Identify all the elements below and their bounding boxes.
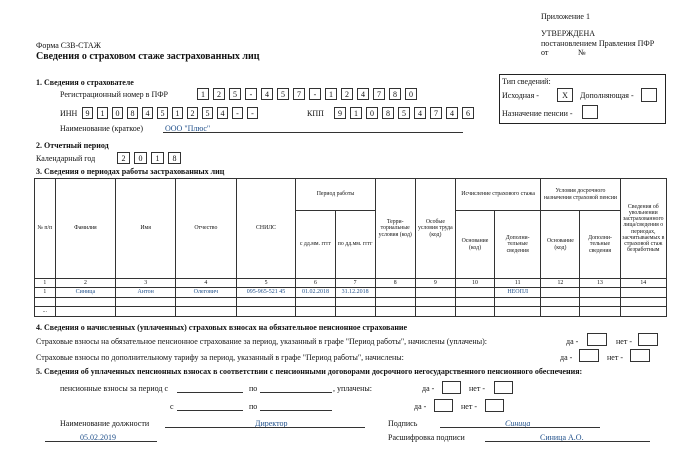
kpp-cell[interactable]: 9 bbox=[334, 107, 346, 119]
inn-cell[interactable]: - bbox=[247, 107, 258, 119]
header-work-period: Период работы bbox=[296, 179, 375, 211]
reg-number-cell[interactable]: 7 bbox=[293, 88, 305, 100]
section4-title: 4. Сведения о начисленных (уплаченных) страховых взносах на обязательное пенсионное страхование bbox=[36, 323, 408, 332]
cell-num: 1 bbox=[35, 288, 56, 298]
signature-value[interactable]: Синица bbox=[505, 419, 531, 428]
header-snils: СНИЛС bbox=[236, 179, 296, 279]
kpp-cell[interactable]: 1 bbox=[350, 107, 362, 119]
inn-cell[interactable]: 9 bbox=[82, 107, 93, 119]
kpp-cell[interactable]: 8 bbox=[382, 107, 394, 119]
decode-underline bbox=[485, 441, 650, 442]
name-label: Наименование (краткое) bbox=[60, 124, 144, 133]
inn-cell[interactable]: 4 bbox=[142, 107, 153, 119]
s4-line2-yes-label: да - bbox=[560, 353, 573, 362]
header-calc-extra: Дополни-тельные сведения bbox=[495, 211, 541, 279]
position-value[interactable]: Директор bbox=[255, 419, 288, 428]
page-title: Сведения о страховом стаже застрахованных лиц bbox=[36, 51, 260, 62]
cell-calc-extra[interactable]: НЕОПЛ bbox=[495, 288, 541, 298]
s5-row2-no-label: нет - bbox=[461, 402, 477, 411]
work-periods-table bbox=[34, 178, 667, 317]
reg-number-cell[interactable]: 2 bbox=[213, 88, 225, 100]
reg-number-cell[interactable]: 1 bbox=[325, 88, 337, 100]
info-additional-checkbox[interactable] bbox=[641, 88, 657, 102]
column-number: 11 bbox=[495, 279, 541, 288]
ellipsis-cell: ... bbox=[35, 307, 56, 317]
kpp-cell[interactable]: 7 bbox=[430, 107, 442, 119]
cell-surname[interactable]: Синица bbox=[55, 288, 116, 298]
reg-number-cell[interactable]: 0 bbox=[405, 88, 417, 100]
cell-name[interactable]: Антон bbox=[116, 288, 176, 298]
reg-number-cell[interactable]: 5 bbox=[229, 88, 241, 100]
reg-number-cell[interactable]: 1 bbox=[197, 88, 209, 100]
column-number: 5 bbox=[236, 279, 296, 288]
reg-number-cell[interactable]: 7 bbox=[373, 88, 385, 100]
decode-value[interactable]: Синица А.О. bbox=[540, 433, 584, 442]
s5-row1-no-box[interactable] bbox=[494, 381, 513, 394]
reg-number-cell[interactable]: - bbox=[309, 88, 321, 100]
info-type-title: Тип сведений: bbox=[502, 77, 551, 86]
date-underline bbox=[45, 441, 157, 442]
header-early-basis: Основание (код) bbox=[541, 211, 580, 279]
kpp-cell[interactable]: 0 bbox=[366, 107, 378, 119]
s5-row1-no-label: нет - bbox=[469, 384, 485, 393]
kpp-label: КПП bbox=[307, 109, 324, 118]
signature-underline bbox=[440, 427, 600, 428]
approved-by-label: постановлением Правления ПФР bbox=[541, 39, 655, 48]
inn-cell[interactable]: 1 bbox=[97, 107, 108, 119]
reg-number-cell[interactable]: 2 bbox=[341, 88, 353, 100]
inn-cell[interactable]: 4 bbox=[217, 107, 228, 119]
date-value[interactable]: 05.02.2019 bbox=[80, 433, 116, 442]
table-row[interactable] bbox=[35, 288, 667, 298]
inn-cell[interactable]: 8 bbox=[127, 107, 138, 119]
signature-label: Подпись bbox=[388, 419, 418, 428]
reg-number-label: Регистрационный номер в ПФР bbox=[60, 90, 168, 99]
kpp-cell[interactable]: 4 bbox=[446, 107, 458, 119]
info-additional-label: Дополняющая - bbox=[580, 91, 634, 100]
s5-row2-from-field[interactable] bbox=[177, 410, 243, 411]
section4-line2: Страховые взносы по дополнительному тарифу за период, указанный в графе "Период работы", начислены: bbox=[36, 353, 404, 362]
table-row-empty[interactable] bbox=[35, 298, 667, 307]
s5-from-field[interactable] bbox=[177, 392, 243, 393]
cell-to[interactable]: 31.12.2018 bbox=[335, 288, 375, 298]
inn-label: ИНН bbox=[60, 109, 78, 118]
s4-line2-no-box[interactable] bbox=[630, 349, 650, 362]
section4-line1: Страховые взносы на обязательное пенсионное страхование за период, указанный в графе "Период работы", начислены (уплачены): bbox=[36, 337, 487, 346]
s4-line1-yes-label: да - bbox=[566, 337, 579, 346]
column-number: 6 bbox=[296, 279, 335, 288]
s5-row2-to-label: по bbox=[249, 402, 258, 411]
year-cell[interactable]: 8 bbox=[168, 152, 181, 164]
s5-row2-no-box[interactable] bbox=[485, 399, 504, 412]
s5-period-label: пенсионные взносы за период с bbox=[60, 384, 168, 393]
header-from: с дд.мм. гггг bbox=[296, 211, 335, 279]
column-number: 3 bbox=[116, 279, 176, 288]
header-surname: Фамилия bbox=[55, 179, 116, 279]
header-dismissal: Сведения об увольнении застрахованного лица/сведения о периодах, засчитываемых в страховой стаж безработным bbox=[620, 179, 666, 279]
s4-line2-yes-box[interactable] bbox=[579, 349, 599, 362]
section1-title: 1. Сведения о страхователе bbox=[36, 78, 134, 87]
s4-line1-no-label: нет - bbox=[616, 337, 632, 346]
kpp-cell[interactable]: 5 bbox=[398, 107, 410, 119]
s5-row2-to-field[interactable] bbox=[260, 410, 332, 411]
year-cell[interactable]: 0 bbox=[134, 152, 147, 164]
inn-cell[interactable]: 2 bbox=[187, 107, 198, 119]
approved-number-label: № bbox=[578, 48, 586, 57]
info-pension-label: Назначение пенсии - bbox=[502, 109, 573, 118]
section3-title: 3. Сведения о периодах работы застрахованных лиц bbox=[36, 167, 225, 176]
cell-special[interactable] bbox=[415, 288, 455, 298]
s5-paid-label: , уплачены: bbox=[333, 384, 372, 393]
s4-line1-yes-box[interactable] bbox=[587, 333, 607, 346]
info-initial-checkbox[interactable]: X bbox=[557, 88, 573, 102]
kpp-cell[interactable]: 4 bbox=[414, 107, 426, 119]
cell-dismissal[interactable] bbox=[620, 288, 666, 298]
header-calc: Исчисление страхового стажа bbox=[455, 179, 540, 211]
inn-cell[interactable]: 1 bbox=[172, 107, 183, 119]
form-name: Форма СЗВ-СТАЖ bbox=[36, 41, 101, 50]
header-calc-basis: Основание (код) bbox=[455, 211, 494, 279]
name-value[interactable]: ООО "Плюс" bbox=[165, 124, 211, 133]
section2-title: 2. Отчетный период bbox=[36, 141, 109, 150]
appendix-label: Приложение 1 bbox=[541, 12, 590, 21]
name-underline bbox=[163, 132, 463, 133]
kpp-cell[interactable]: 6 bbox=[462, 107, 474, 119]
reg-number-cell[interactable]: 8 bbox=[389, 88, 401, 100]
cell-calc-basis[interactable] bbox=[455, 288, 494, 298]
reg-number-cell[interactable]: 4 bbox=[357, 88, 369, 100]
reg-number-cell[interactable]: 4 bbox=[261, 88, 273, 100]
column-number: 8 bbox=[375, 279, 415, 288]
column-numbers-row bbox=[35, 279, 667, 288]
cell-from[interactable]: 01.02.2018 bbox=[296, 288, 335, 298]
column-number: 9 bbox=[415, 279, 455, 288]
s5-to-field[interactable] bbox=[260, 392, 332, 393]
info-initial-label: Исходная - bbox=[502, 91, 539, 100]
header-to: по дд.мм. гггг bbox=[335, 211, 375, 279]
year-cell[interactable]: 1 bbox=[151, 152, 164, 164]
s5-row1-yes-label: да - bbox=[422, 384, 435, 393]
cell-territorial[interactable] bbox=[375, 288, 415, 298]
cell-snils[interactable]: 095-965-521 45 bbox=[236, 288, 296, 298]
inn-cell[interactable]: 5 bbox=[157, 107, 168, 119]
approved-from-label: от bbox=[541, 48, 549, 57]
position-underline bbox=[165, 427, 365, 428]
column-number: 10 bbox=[455, 279, 494, 288]
s5-row2-from-label: с bbox=[170, 402, 174, 411]
approved-label: УТВЕРЖДЕНА bbox=[541, 29, 596, 38]
table-row-ellipsis bbox=[35, 307, 667, 317]
year-cell[interactable]: 2 bbox=[117, 152, 130, 164]
s4-line1-no-box[interactable] bbox=[638, 333, 658, 346]
header-num: № п/п bbox=[35, 179, 56, 279]
cell-patronymic[interactable]: Олегович bbox=[175, 288, 236, 298]
reg-number-cell[interactable]: - bbox=[245, 88, 257, 100]
s5-row2-yes-label: да - bbox=[414, 402, 427, 411]
column-number: 7 bbox=[335, 279, 375, 288]
section5-title: 5. Сведения об уплаченных пенсионных взносах в соответствии с пенсионными договорами досрочного негосударственного пенсионного обеспечения: bbox=[36, 367, 583, 376]
s5-row1-yes-box[interactable] bbox=[442, 381, 461, 394]
inn-cell[interactable]: 5 bbox=[202, 107, 213, 119]
inn-cell[interactable]: - bbox=[232, 107, 243, 119]
position-label: Наименование должности bbox=[60, 419, 150, 428]
column-number: 2 bbox=[55, 279, 116, 288]
header-territorial: Терри-ториальные условия (код) bbox=[375, 179, 415, 279]
column-number: 12 bbox=[541, 279, 580, 288]
header-early: Условия досрочного назначения страховой пенсии bbox=[541, 179, 620, 211]
s5-to-label: по bbox=[249, 384, 258, 393]
cell-early-basis[interactable] bbox=[541, 288, 580, 298]
reg-number-cell[interactable]: 5 bbox=[277, 88, 289, 100]
s4-line2-no-label: нет - bbox=[607, 353, 623, 362]
column-number: 1 bbox=[35, 279, 56, 288]
decode-label: Расшифровка подписи bbox=[388, 433, 465, 442]
info-pension-checkbox[interactable] bbox=[582, 105, 598, 119]
cell-early-extra[interactable] bbox=[580, 288, 620, 298]
header-patronymic: Отчество bbox=[175, 179, 236, 279]
column-number: 13 bbox=[580, 279, 620, 288]
column-number: 4 bbox=[175, 279, 236, 288]
header-name: Имя bbox=[116, 179, 176, 279]
year-label: Календарный год bbox=[36, 154, 96, 163]
column-number: 14 bbox=[620, 279, 666, 288]
s5-row2-yes-box[interactable] bbox=[434, 399, 453, 412]
header-early-extra: Дополни-тельные сведения bbox=[580, 211, 620, 279]
inn-cell[interactable]: 0 bbox=[112, 107, 123, 119]
header-special: Особые условия труда (код) bbox=[415, 179, 455, 279]
